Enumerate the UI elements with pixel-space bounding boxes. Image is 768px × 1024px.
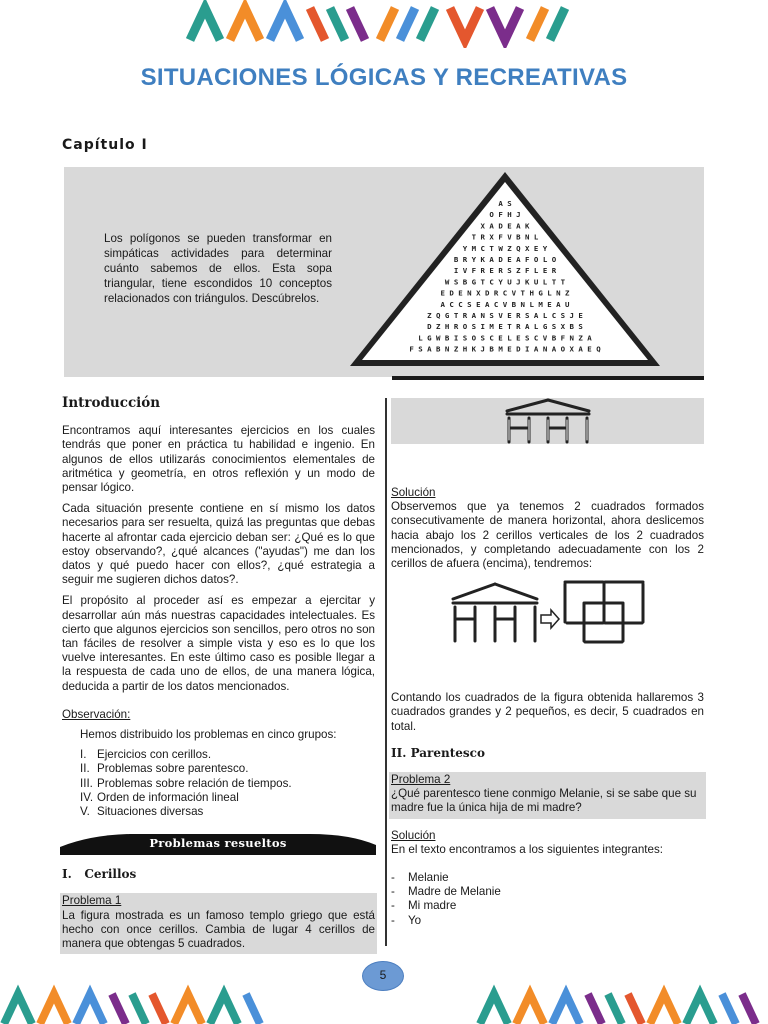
problems-banner [60, 833, 376, 855]
pyramid-row: Y M C T W Z Q X E Y [462, 243, 548, 253]
pyramid-row: E D E N X D R C V T H G L N Z [440, 288, 570, 298]
list-item: - Yo [391, 913, 422, 927]
result-text: Contando los cuadrados de la figura obtenida hallaremos 3 cuadrados grandes y 2 pequeños, es decir, 5 cuadrados en total. [391, 691, 704, 733]
page-number: 5 [362, 961, 404, 991]
column-divider [385, 398, 387, 946]
pyramid-row: T R X F V B N L [471, 232, 539, 242]
pyramid-row: Z Q G T R A N S V E R S A L C S J E [427, 311, 583, 320]
list-item: - Melanie [391, 871, 449, 885]
solution-1-text: Observemos que ya tenemos 2 cuadrados formados consecutivamente de manera horizontal, ahora deslicemos hacia abajo los 2 cerillos verticales de los 2 cuadrados mencionados, y completando adecuadamente con los 2 cerillos de afuera (encima), tendremos: [391, 500, 704, 571]
temple-matchstick-figure [503, 398, 593, 444]
pyramid-row: A S [498, 199, 512, 208]
solution-2-label: Solución [391, 828, 436, 842]
solution-figure [391, 579, 704, 667]
pyramid-row: W S B G T C Y U J K U L T T [444, 277, 566, 287]
left-column [62, 396, 375, 954]
members-list [391, 871, 704, 928]
word-search-pyramid [348, 170, 662, 368]
section-cerillos: I. Cerillos [62, 867, 137, 882]
problem-2-label: Problema 2 [391, 773, 451, 787]
intro-box-text: Los polígonos se pueden transformar en simpáticas actividades para determinar cuánto sabemos de ellos. Esta sopa triangular, tiene escondidos 10 conceptos relacionados con triángulos. Descúbrelos. [104, 232, 332, 305]
decorative-bottom-border [0, 980, 768, 1024]
pyramid-row: I V F R E R S Z F L E R [453, 266, 557, 276]
intro-paragraph-3: El propósito al proceder así es empezar a ejercitar y desarrollar aún más nuestras capacidades intelectuales. Es cierto que algunos ejercicios son sencillos, pero otros no son tan fáciles de resolver a simple vista y eso es lo que los vuelve interesantes. En este último caso es posible llegar a la respuesta de cada uno de ellos, de una manera lógica, deducida a partir de los datos mencionados. [62, 594, 375, 693]
problem-1-box [60, 893, 377, 954]
list-item: II. Problemas sobre parentesco. [80, 762, 249, 776]
list-item: - Madre de Melanie [391, 885, 501, 899]
pyramid-row: B R Y K A D E A F O L O [453, 255, 557, 264]
intro-heading: Introducción [62, 395, 161, 411]
list-item: I. Ejercicios con cerillos. [80, 748, 212, 762]
list-item: - Mi madre [391, 899, 457, 913]
solution-1-label: Solución [391, 486, 436, 499]
right-column [391, 398, 704, 928]
matchstick-transformation-figure [391, 579, 704, 667]
decorative-top-border [0, 0, 768, 48]
list-item: IV. Orden de información lineal [80, 790, 239, 804]
pyramid-row: O F H J [489, 210, 521, 220]
problem-1-label: Problema 1 [62, 894, 122, 908]
pyramid-row: A C C S E A C V B N L M E A U [440, 299, 570, 309]
pyramid-row: D Z H R O S I M E T R A L G S X B S [427, 322, 583, 332]
page-title: SITUACIONES LÓGICAS Y RECREATIVAS [140, 64, 628, 91]
list-item: III. Problemas sobre relación de tiempos. [80, 776, 292, 790]
temple-figure-box [391, 398, 704, 444]
section-parentesco: II. Parentesco [391, 745, 485, 760]
pyramid-row: F S A B N Z H K J B M E D I A N A O X A E Q [409, 344, 601, 354]
list-item: V. Situaciones diversas [80, 805, 204, 819]
intro-paragraph-1: Encontramos aquí interesantes ejercicios en los cuales tendrás que poner en práctica tu habilidad e ingenio. En algunos de ellos utilizarás conocimientos elementales de aritmética y geometría, en otros reflexión y un modo de pensar lógico. [62, 424, 375, 495]
pyramid-shadow-bar [392, 376, 704, 380]
observation-intro: Hemos distribuido los problemas en cinco grupos: [80, 728, 337, 742]
problem-2-box [389, 772, 706, 819]
problem-2-text: ¿Qué parentesco tiene conmigo Melanie, si se sabe que su madre fue la única hija de mi madre? [391, 787, 697, 815]
pyramid-row: X A D E A K [480, 221, 530, 231]
solution-2-text: En el texto encontramos a los siguientes integrantes: [391, 842, 663, 856]
banner-label: Problemas resueltos [149, 836, 287, 851]
problem-1-text: La figura mostrada es un famoso templo griego que está hecho con once cerillos. Cambia de lugar 4 cerillos de manera que obtengas 5 cuadrados. [62, 908, 375, 951]
observation-label: Observación: [62, 707, 131, 721]
pyramid-row: L G W B I S O S C E L E S C V B F N Z A [418, 333, 592, 343]
intro-paragraph-2: Cada situación presente contiene en sí mismo los datos necesarios para ser resuelta, quizá las preguntas que debas hacerte al afrontar cada ejercicio deban ser: ¿Qué es lo que estoy observando?, ¿qué alcances ("ayudas") me dan los datos y qué puedo hacer con ellos?, ¿qué estrategia a seguir me sugieren dichos datos?. [62, 502, 375, 587]
chapter-heading: Capítulo I [62, 137, 148, 153]
group-list [62, 748, 375, 819]
